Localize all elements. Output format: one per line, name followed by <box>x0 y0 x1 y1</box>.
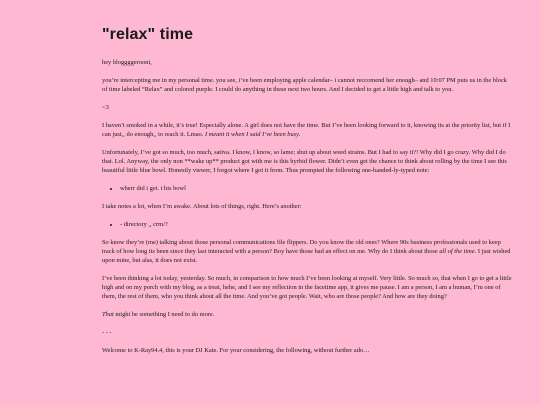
paragraph-file-flippers <box>102 238 512 265</box>
note-list-2 <box>102 220 512 229</box>
paragraph-notes: I take notes a lot, when I’m awake. About lots of things, right. Here’s another: <box>102 203 302 210</box>
note-list-1 <box>102 184 512 193</box>
paragraph-that-text: might be something I need to do more. <box>113 311 215 318</box>
paragraph-file-flippers-text-a: So know they’re (me) talking about those personal communications file flippers. Do you know the old ones? Where 90s business professionals used to keep track of how long its been since they last interacted with a person? Boy have those had an effect on me. Why do I think about those <box>102 239 501 255</box>
paragraph-welcome: Welcome to K-Ray94.4, this is your DJ Kate. For your considering, the following, without further ado… <box>102 347 370 354</box>
paragraph-file-flippers-text-b: . I just wished upon mine, but alas, it does not exist. <box>102 248 511 264</box>
paragraph-smoking <box>102 121 512 139</box>
heart-text: <3 <box>102 104 109 111</box>
paragraph-file-flippers-italic: all of the time <box>439 248 475 255</box>
note-item-bowl: • wherr did i get. t his bowl <box>120 184 512 193</box>
paragraph-intro: you’re intercepting me in my personal time. you see, i’ve been employing apple calendar– i cannot reccomend her enough– and 10:07 PM puts us in the block of time labeled “Relax” and colored purple. I could do anything in these next two hours. And I decided to get a little high and talk to you. <box>102 77 507 93</box>
post-title: "relax" time <box>102 26 194 43</box>
paragraph-that <box>102 310 512 319</box>
paragraph-that-italic: That <box>102 311 114 318</box>
greeting: hey bloggggerooni, <box>102 59 152 66</box>
separator: - - - <box>102 329 112 336</box>
note-item-directory: • - directory ,, crm/? <box>120 220 512 229</box>
paragraph-sativa: Unfortunately, I’ve got so much, too much, sativa. I know, I know, so lame; shut up about weed strains. But I had to say it?! Why did I go crazy. Why did I do that. Lol. Anyway, the only non **wake up** product got with me is this hyrbid flower. Didn’t even get the chance to think about rolling by the time I see this beautiful little blue bowl. Honestly viewer, I forgot where I got it from. Thus prompted the following one-handed-ly-typed note: <box>102 149 507 174</box>
paragraph-smoking-italic: I meant it when I said I’ve been busy. <box>204 131 301 138</box>
paragraph-reflection: I’ve been thinking a lot today, yesterday. So much, in comparison to how much I’ve been looking at myself. Very little. So much so, that when I go to get a little high and on my porch with my blog, as a treat, hehe, and I see my reflection in the facetime app, it gives me pause. I am a person, I am a human, I’m one of them, the rest of them, who you think about all the time. And you’ve got people. Wait, who are those people? And how are they doing? <box>102 275 512 300</box>
paragraph-smoking-text: I haven’t smoked in a while, it’s true! Especially alone. A girl does not have the time. But I’ve been looking forward to it, knowing its at the priority list, but if I can just,, do enough,, to reach it. Lmao. <box>102 122 511 138</box>
